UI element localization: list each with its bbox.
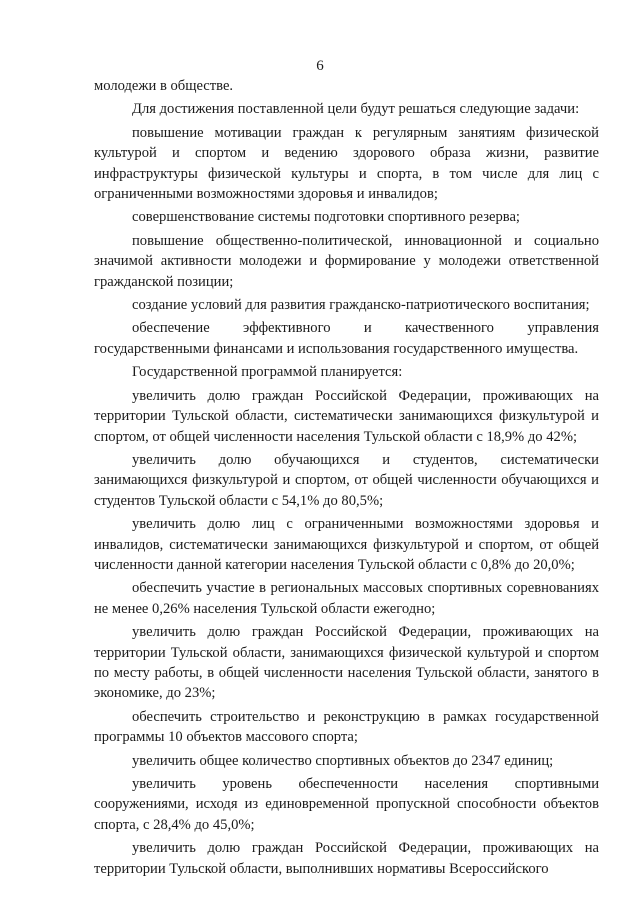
- paragraph-plan-item: увеличить долю лиц с ограниченными возможностями здоровья и инвалидов, систематически занимающихся физкультурой и спортом, от общей численности данной категории населения Тульской области с 0,8% до 20,0%;: [94, 516, 599, 573]
- paragraph-plan-item: увеличить долю граждан Российской Федерации, проживающих на территории Тульской области, занимающихся физической культурой и спортом по месту работы, в общей численности населения Тульской области, занятого в экономике, до 23%;: [94, 624, 599, 702]
- paragraph-continuation: молодежи в обществе.: [94, 78, 234, 94]
- document-body: [94, 76, 599, 882]
- paragraph-plan-item: увеличить уровень обеспеченности населения спортивными сооружениями, исходя из единовременной пропускной способности объектов спорта, с 28,4% до 45,0%;: [94, 776, 599, 833]
- paragraph-task: создание условий для развития гражданско-патриотического воспитания;: [132, 297, 590, 314]
- paragraph-plans-intro: Государственной программой планируется:: [132, 364, 403, 381]
- paragraph-task: совершенствование системы подготовки спортивного резерва;: [132, 209, 520, 226]
- paragraph-plan-item: увеличить общее количество спортивных объектов до 2347 единиц;: [132, 752, 554, 769]
- paragraph-task: повышение мотивации граждан к регулярным занятиям физической культурой и спортом и ведению здорового образа жизни, развитие инфраструктуры физической культуры и спорта, в том числе для лиц с ограниченными возможностями здоровья и инвалидов;: [94, 124, 599, 203]
- paragraph-plan-item: увеличить долю обучающихся и студентов, систематически занимающихся физкультурой и спортом, от общей численности обучающихся и студентов Тульской области с 54,1% до 80,5%;: [94, 451, 599, 509]
- paragraph-task: обеспечение эффективного и качественного управления государственными финансами и использования государственного имущества.: [94, 320, 599, 357]
- paragraph-tasks-intro: Для достижения поставленной цели будут решаться следующие задачи:: [132, 101, 580, 118]
- paragraph-task: повышение общественно-политической, инновационной и социально значимой активности молодежи и формирование у молодежи ответственной гражданской позиции;: [94, 232, 599, 290]
- paragraph-plan-item: увеличить долю граждан Российской Федерации, проживающих на территории Тульской области, выполнивших нормативы Всероссийского: [94, 840, 599, 877]
- page-number: 6: [316, 58, 324, 74]
- paragraph-plan-item: обеспечить участие в региональных массовых спортивных соревнованиях не менее 0,26% населения Тульской области ежегодно;: [94, 580, 599, 617]
- paragraph-plan-item: обеспечить строительство и реконструкцию в рамках государственной программы 10 объектов массового спорта;: [94, 708, 599, 746]
- paragraph-plan-item: увеличить долю граждан Российской Федерации, проживающих на территории Тульской области, систематически занимающихся физкультурой и спортом, от общей численности населения Тульской области с 18,9% до 42%;: [94, 387, 599, 445]
